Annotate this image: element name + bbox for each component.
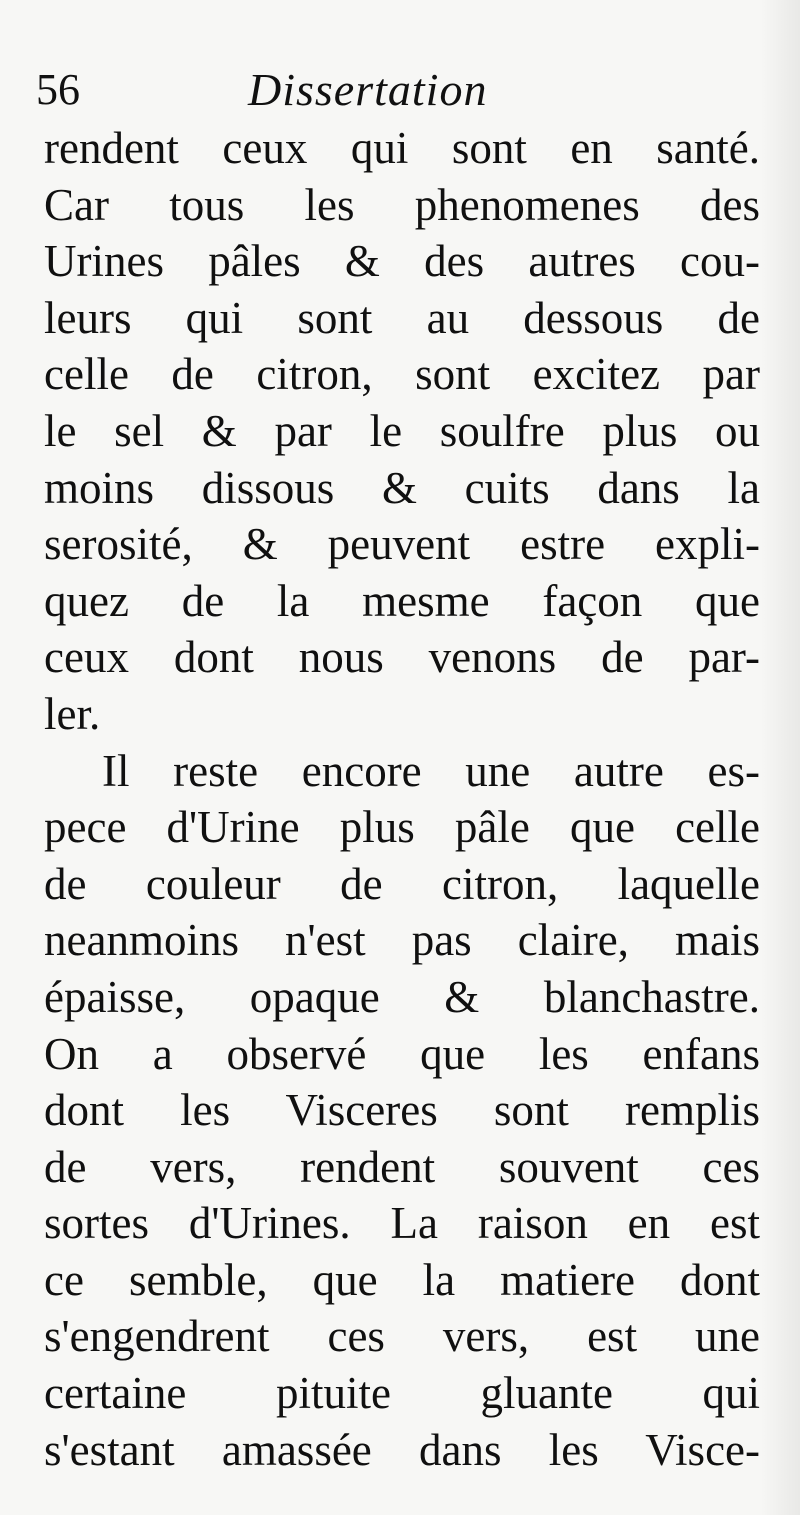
text-line: Car tous les phenomenes des: [44, 179, 760, 230]
text-line: serosité, & peuvent estre expli-: [44, 519, 760, 570]
text-line: de couleur de citron, laquelle: [44, 858, 760, 909]
text-line: ce semble, que la matiere dont: [44, 1254, 760, 1305]
text-line: certaine pituite gluante qui: [44, 1368, 760, 1419]
text-line: s'estant amassée dans les Visce-: [44, 1424, 760, 1475]
text-line: neanmoins n'est pas claire, mais: [44, 915, 760, 966]
text-line: ceux dont nous venons de par-: [44, 632, 760, 683]
text-line: quez de la mesme façon que: [44, 575, 760, 626]
paragraph-end-line: ler.: [44, 688, 101, 739]
text-line: On a observé que les enfans: [44, 1028, 760, 1079]
text-line: le sel & par le soulfre plus ou: [44, 405, 760, 456]
text-line: sortes d'Urines. La raison en est: [44, 1198, 760, 1249]
text-line: leurs qui sont au dessous de: [44, 292, 760, 343]
paragraph-start-line: Il reste encore une autre es-: [102, 745, 760, 796]
text-line: Urines pâles & des autres cou-: [44, 236, 760, 287]
text-line: s'engendrent ces vers, est une: [44, 1311, 760, 1362]
page-number: 56: [36, 65, 80, 114]
running-title: Dissertation: [248, 64, 488, 115]
text-line: pece d'Urine plus pâle que celle: [44, 802, 760, 853]
text-line: moins dissous & cuits dans la: [44, 462, 760, 513]
body-text: [44, 120, 760, 1478]
page-header: [36, 62, 736, 122]
text-line: dont les Visceres sont remplis: [44, 1085, 760, 1136]
text-line: celle de citron, sont excitez par: [44, 349, 760, 400]
text-line: rendent ceux qui sont en santé.: [44, 123, 760, 173]
text-line: épaisse, opaque & blanchastre.: [44, 971, 760, 1022]
text-line: de vers, rendent souvent ces: [44, 1141, 760, 1192]
